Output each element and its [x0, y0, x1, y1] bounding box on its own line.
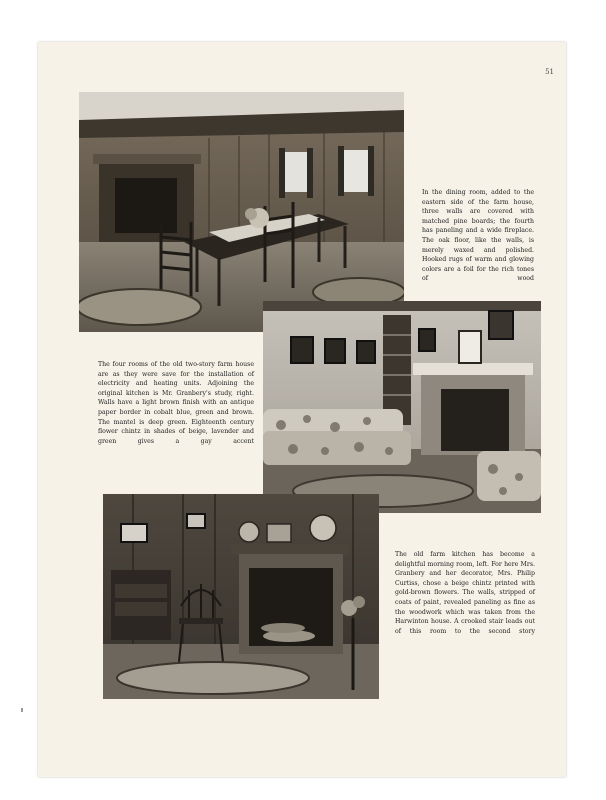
study-caption [98, 360, 254, 446]
dining-room-illustration [79, 92, 404, 332]
page-number: 51 [545, 68, 554, 76]
kitchen-illustration [103, 494, 379, 699]
kitchen-photo [103, 494, 379, 699]
dining-room-photo [79, 92, 404, 332]
study-illustration [263, 301, 541, 513]
magazine-page [38, 42, 566, 777]
study-caption-text: The four rooms of the old two-story farm house are as they were save for the installation of electricity and heating units. Adjoining the original kitchen is Mr. Granbery's study, right. Walls have a light brown finish with an antique paper border in cobalt blue, green and brown. The mantel is deep green. Eighteenth century flower chintz in shades of beige, lavender and green gives a gay accent [98, 361, 254, 445]
dining-room-caption-text: In the dining room, added to the eastern side of the farm house, three walls are covered with matched pine boards; the fourth has paneling and a wide fireplace. The oak floor, like the walls, is merely waxed and polished. Hooked rugs of warm and glowing colors are a foil for the rich tones of wood [422, 189, 534, 283]
study-photo [263, 301, 541, 513]
kitchen-caption-text: The old farm kitchen has become a delightful morning room, left. For here Mrs. Granbery and her decorator, Mrs. Philip Curtiss, chose a beige chintz printed with gold-brown flowers. The walls, stripped of coats of paint, revealed paneling as fine as the woodwork which was taken from the Harwinton house. A crooked stair leads out of this room to the second story [395, 551, 535, 635]
kitchen-caption [395, 550, 535, 636]
dining-room-caption [422, 188, 534, 284]
page-edge-mark [21, 708, 23, 712]
